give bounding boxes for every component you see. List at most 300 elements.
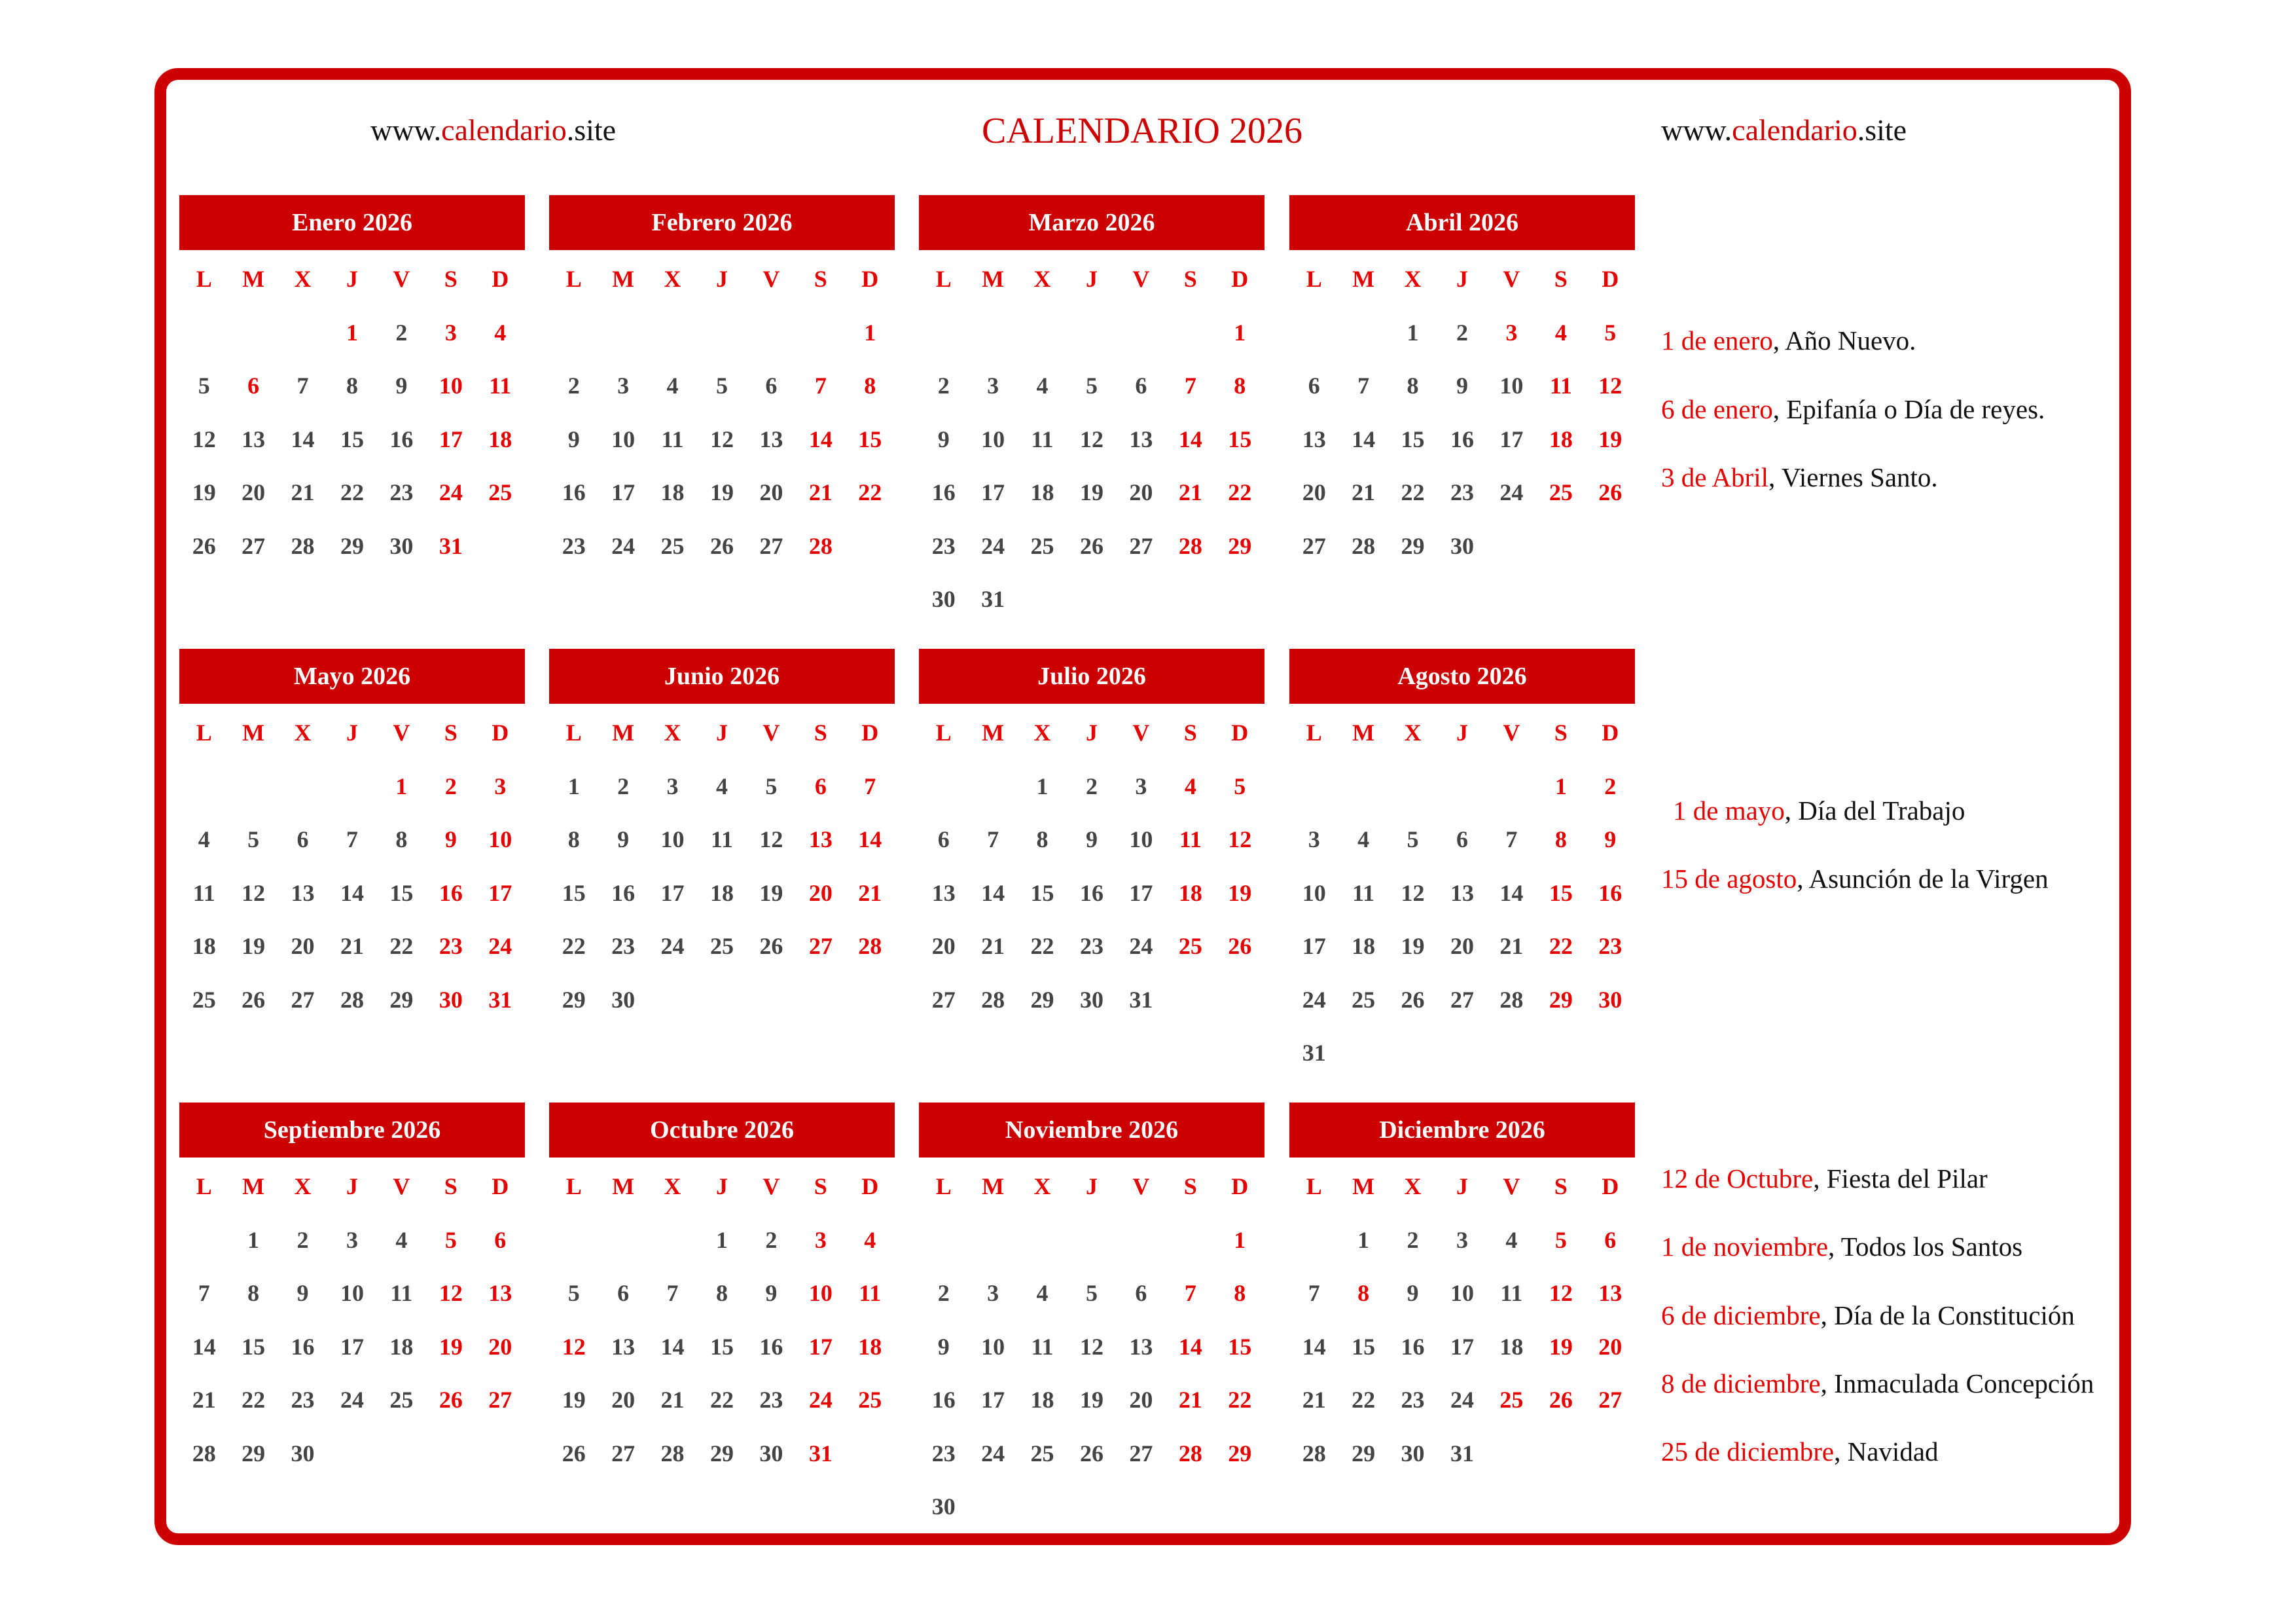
day-cell: 2 xyxy=(937,1280,950,1306)
day-cell: 5 xyxy=(567,1280,580,1306)
day-cell: 16 xyxy=(439,879,463,906)
day-cell: 2 xyxy=(937,373,950,399)
day-cell: 21 xyxy=(192,1387,216,1413)
day-cell: 27 xyxy=(291,986,315,1013)
day-cell: 28 xyxy=(858,933,882,959)
holiday-name: , Epifanía o Día de reyes. xyxy=(1772,394,2045,424)
weekday-header: S xyxy=(1554,266,1568,292)
empty-cell xyxy=(327,760,376,814)
day-cell: 27 xyxy=(931,986,956,1013)
day-cell: 25 xyxy=(1178,933,1202,959)
day-cell: 5 xyxy=(1604,319,1617,346)
day-cell: 31 xyxy=(808,1440,833,1467)
day-cell: 16 xyxy=(389,426,414,452)
day-cell: 7 xyxy=(864,773,876,799)
holiday-date: 8 de diciembre xyxy=(1661,1368,1821,1398)
day-cell: 22 xyxy=(562,933,586,959)
weekday-header: L xyxy=(196,266,212,292)
day-cell: 18 xyxy=(1030,479,1054,505)
day-cell: 21 xyxy=(340,933,364,959)
day-cell: 19 xyxy=(1401,933,1425,959)
day-cell: 27 xyxy=(242,532,266,559)
weekday-header: X xyxy=(664,266,681,292)
weekday-header: S xyxy=(814,266,827,292)
weekday-header: M xyxy=(242,1173,265,1199)
day-cell: 4 xyxy=(198,826,210,852)
empty-cell xyxy=(1338,306,1388,360)
day-cell: 26 xyxy=(1549,1387,1573,1413)
day-cell: 23 xyxy=(1450,479,1474,505)
empty-cell xyxy=(648,306,697,360)
day-cell: 30 xyxy=(1401,1440,1425,1467)
weekday-header: V xyxy=(393,266,410,292)
day-cell: 15 xyxy=(709,1333,734,1360)
month-header: Junio 2026 xyxy=(549,649,895,704)
day-cell: 22 xyxy=(1030,933,1054,959)
day-cell: 29 xyxy=(1030,986,1054,1013)
day-cell: 7 xyxy=(296,373,309,399)
day-cell: 18 xyxy=(192,933,216,959)
month-header: Julio 2026 xyxy=(919,649,1265,704)
day-cell: 3 xyxy=(1308,826,1320,852)
day-cell: 26 xyxy=(709,532,734,559)
day-cell: 27 xyxy=(1450,986,1474,1013)
day-cell: 25 xyxy=(1352,986,1376,1013)
day-cell: 20 xyxy=(808,879,833,906)
day-cell: 27 xyxy=(1598,1387,1623,1413)
month-grid xyxy=(549,1160,895,1480)
day-cell: 19 xyxy=(1228,879,1252,906)
day-cell: 17 xyxy=(340,1333,364,1360)
day-cell: 2 xyxy=(1407,1226,1419,1253)
day-cell: 11 xyxy=(1031,1333,1054,1360)
day-cell: 21 xyxy=(808,479,833,505)
day-cell: 21 xyxy=(1178,1387,1202,1413)
day-cell: 14 xyxy=(1178,426,1202,452)
weekday-header: X xyxy=(294,266,312,292)
day-cell: 24 xyxy=(340,1387,364,1413)
empty-cell xyxy=(1166,306,1215,360)
weekday-header: D xyxy=(492,266,509,292)
day-cell: 4 xyxy=(395,1226,408,1253)
day-cell: 29 xyxy=(709,1440,734,1467)
month-header: Enero 2026 xyxy=(179,195,525,250)
holiday-item xyxy=(1661,1368,2094,1399)
month-calendar xyxy=(179,195,525,573)
day-cell: 1 xyxy=(1407,319,1419,346)
weekday-header: V xyxy=(1132,720,1150,746)
day-cell: 9 xyxy=(1085,826,1098,852)
day-cell: 19 xyxy=(1079,1387,1103,1413)
day-cell: 16 xyxy=(759,1333,783,1360)
day-cell: 18 xyxy=(1499,1333,1524,1360)
day-cell: 30 xyxy=(291,1440,315,1467)
day-cell: 5 xyxy=(1085,373,1098,399)
day-cell: 14 xyxy=(858,826,882,852)
day-cell: 11 xyxy=(1179,826,1202,852)
day-cell: 9 xyxy=(937,426,950,452)
day-cell: 13 xyxy=(242,426,266,452)
day-cell: 15 xyxy=(1228,1333,1252,1360)
day-cell: 9 xyxy=(296,1280,309,1306)
weekday-header: L xyxy=(565,1173,582,1199)
month-grid xyxy=(549,253,895,573)
day-cell: 19 xyxy=(1079,479,1103,505)
day-cell: 17 xyxy=(488,879,512,906)
day-cell: 17 xyxy=(1129,879,1153,906)
day-cell: 6 xyxy=(1604,1226,1617,1253)
day-cell: 28 xyxy=(1302,1440,1326,1467)
day-cell: 27 xyxy=(1129,532,1153,559)
day-cell: 13 xyxy=(1598,1280,1623,1306)
day-cell: 27 xyxy=(1302,532,1326,559)
empty-cell xyxy=(1166,1214,1215,1267)
day-cell: 16 xyxy=(291,1333,315,1360)
weekday-header: M xyxy=(982,1173,1005,1199)
month-header: Agosto 2026 xyxy=(1289,649,1635,704)
month-calendar xyxy=(549,195,895,573)
day-cell: 17 xyxy=(1302,933,1326,959)
day-cell: 2 xyxy=(1604,773,1617,799)
day-cell: 24 xyxy=(981,1440,1005,1467)
day-cell: 17 xyxy=(660,879,685,906)
weekday-header: D xyxy=(1231,1173,1249,1199)
empty-cell xyxy=(278,760,327,814)
day-cell: 3 xyxy=(987,1280,999,1306)
empty-cell xyxy=(1338,760,1388,814)
day-cell: 28 xyxy=(192,1440,216,1467)
day-cell: 25 xyxy=(389,1387,414,1413)
day-cell: 6 xyxy=(296,826,309,852)
day-cell: 1 xyxy=(395,773,408,799)
holiday-item xyxy=(1661,462,1938,493)
day-cell: 5 xyxy=(1085,1280,1098,1306)
empty-cell xyxy=(919,760,968,814)
weekday-header: D xyxy=(861,1173,879,1199)
day-cell: 8 xyxy=(1357,1280,1370,1306)
day-cell: 18 xyxy=(1178,879,1202,906)
day-cell: 19 xyxy=(439,1333,463,1360)
holiday-item xyxy=(1661,393,2045,425)
day-cell: 22 xyxy=(858,479,882,505)
day-cell: 10 xyxy=(340,1280,364,1306)
weekday-header: M xyxy=(1352,266,1375,292)
month-header: Septiembre 2026 xyxy=(179,1103,525,1158)
weekday-header: S xyxy=(1183,1173,1197,1199)
month-calendar xyxy=(549,649,895,1027)
day-cell: 17 xyxy=(611,479,636,505)
day-cell: 5 xyxy=(765,773,778,799)
empty-cell xyxy=(919,306,968,360)
site-url-left: www.calendario.site xyxy=(370,113,617,147)
day-cell: 10 xyxy=(808,1280,833,1306)
day-cell: 25 xyxy=(192,986,216,1013)
day-cell: 6 xyxy=(1135,373,1147,399)
month-calendar xyxy=(179,649,525,1027)
month-calendar xyxy=(1289,195,1635,573)
day-cell: 29 xyxy=(1228,1440,1252,1467)
day-cell: 23 xyxy=(1401,1387,1425,1413)
weekday-header: J xyxy=(715,1173,728,1199)
empty-cell xyxy=(1117,306,1166,360)
holiday-date: 1 de noviembre xyxy=(1661,1231,1829,1262)
day-cell: 30 xyxy=(931,586,956,612)
weekday-header: D xyxy=(1602,266,1619,292)
weekday-header: D xyxy=(1231,266,1249,292)
day-cell: 27 xyxy=(611,1440,636,1467)
weekday-header: D xyxy=(492,720,509,746)
holiday-name: , Día del Trabajo xyxy=(1784,795,1965,826)
holiday-item xyxy=(1661,1163,1988,1194)
day-cell: 5 xyxy=(1407,826,1419,852)
day-cell: 4 xyxy=(494,319,507,346)
day-cell: 11 xyxy=(1031,426,1054,452)
day-cell: 1 xyxy=(1234,319,1246,346)
day-cell: 21 xyxy=(660,1387,685,1413)
weekday-header: L xyxy=(1306,720,1322,746)
weekday-header: J xyxy=(346,720,358,746)
weekday-header: D xyxy=(1602,1173,1619,1199)
day-cell: 7 xyxy=(1184,1280,1196,1306)
empty-cell xyxy=(598,306,647,360)
day-cell: 24 xyxy=(1499,479,1524,505)
empty-cell xyxy=(228,306,278,360)
empty-cell xyxy=(228,760,278,814)
day-cell: 7 xyxy=(1184,373,1196,399)
day-cell: 6 xyxy=(494,1226,507,1253)
weekday-header: J xyxy=(1085,720,1098,746)
empty-cell xyxy=(968,306,1017,360)
day-cell: 17 xyxy=(1450,1333,1474,1360)
day-cell: 31 xyxy=(1129,986,1153,1013)
empty-cell xyxy=(1289,306,1338,360)
day-cell: 13 xyxy=(1302,426,1326,452)
day-cell: 29 xyxy=(389,986,414,1013)
month-calendar xyxy=(919,1103,1265,1534)
weekday-header: M xyxy=(982,720,1005,746)
day-cell: 2 xyxy=(1085,773,1098,799)
day-cell: 3 xyxy=(346,1226,358,1253)
day-cell: 12 xyxy=(562,1333,586,1360)
day-cell: 18 xyxy=(1352,933,1376,959)
month-grid xyxy=(179,253,525,573)
day-cell: 23 xyxy=(291,1387,315,1413)
day-cell: 16 xyxy=(562,479,586,505)
holiday-name: , Viernes Santo. xyxy=(1768,462,1938,492)
holiday-item xyxy=(1661,325,1916,356)
day-cell: 10 xyxy=(981,1333,1005,1360)
day-cell: 1 xyxy=(567,773,580,799)
month-calendar xyxy=(919,649,1265,1027)
day-cell: 2 xyxy=(395,319,408,346)
day-cell: 8 xyxy=(395,826,408,852)
month-grid xyxy=(1289,253,1635,573)
weekday-header: J xyxy=(346,1173,358,1199)
day-cell: 29 xyxy=(1352,1440,1376,1467)
day-cell: 5 xyxy=(1554,1226,1567,1253)
weekday-header: M xyxy=(242,266,265,292)
weekday-header: M xyxy=(1352,720,1375,746)
day-cell: 17 xyxy=(981,479,1005,505)
day-cell: 12 xyxy=(1598,373,1623,399)
day-cell: 18 xyxy=(488,426,512,452)
day-cell: 4 xyxy=(1505,1226,1518,1253)
day-cell: 9 xyxy=(1604,826,1617,852)
day-cell: 28 xyxy=(808,532,833,559)
day-cell: 9 xyxy=(765,1280,778,1306)
day-cell: 27 xyxy=(488,1387,512,1413)
month-grid xyxy=(919,253,1265,627)
weekday-header: S xyxy=(1183,720,1197,746)
day-cell: 23 xyxy=(1079,933,1103,959)
weekday-header: D xyxy=(1231,720,1249,746)
day-cell: 23 xyxy=(611,933,636,959)
day-cell: 18 xyxy=(1549,426,1573,452)
day-cell: 15 xyxy=(1352,1333,1376,1360)
weekday-header: J xyxy=(1085,1173,1098,1199)
day-cell: 23 xyxy=(1598,933,1623,959)
empty-cell xyxy=(549,1214,598,1267)
holiday-date: 6 de diciembre xyxy=(1661,1300,1821,1330)
weekday-header: L xyxy=(196,720,212,746)
day-cell: 11 xyxy=(1549,373,1572,399)
empty-cell xyxy=(919,1214,968,1267)
holiday-date: 12 de Octubre xyxy=(1661,1163,1814,1194)
day-cell: 14 xyxy=(1499,879,1524,906)
day-cell: 6 xyxy=(765,373,778,399)
day-cell: 16 xyxy=(1079,879,1103,906)
weekday-header: D xyxy=(1602,720,1619,746)
day-cell: 29 xyxy=(340,532,364,559)
day-cell: 18 xyxy=(389,1333,414,1360)
day-cell: 13 xyxy=(611,1333,636,1360)
day-cell: 19 xyxy=(1549,1333,1573,1360)
day-cell: 28 xyxy=(660,1440,685,1467)
month-calendar xyxy=(549,1103,895,1480)
day-cell: 30 xyxy=(1598,986,1623,1013)
day-cell: 15 xyxy=(1228,426,1252,452)
weekday-header: M xyxy=(1352,1173,1375,1199)
day-cell: 4 xyxy=(1357,826,1370,852)
day-cell: 3 xyxy=(814,1226,827,1253)
weekday-header: M xyxy=(612,266,635,292)
day-cell: 8 xyxy=(346,373,358,399)
weekday-header: S xyxy=(814,1173,827,1199)
weekday-header: J xyxy=(1456,720,1468,746)
day-cell: 20 xyxy=(1598,1333,1623,1360)
weekday-header: S xyxy=(444,1173,457,1199)
day-cell: 2 xyxy=(1456,319,1468,346)
weekday-header: X xyxy=(1404,1173,1422,1199)
day-cell: 14 xyxy=(660,1333,685,1360)
day-cell: 10 xyxy=(1450,1280,1474,1306)
day-cell: 19 xyxy=(759,879,783,906)
month-grid xyxy=(179,1160,525,1480)
day-cell: 17 xyxy=(1499,426,1524,452)
day-cell: 14 xyxy=(1178,1333,1202,1360)
day-cell: 1 xyxy=(1357,1226,1370,1253)
day-cell: 30 xyxy=(611,986,636,1013)
day-cell: 30 xyxy=(931,1493,956,1520)
day-cell: 21 xyxy=(1499,933,1524,959)
day-cell: 27 xyxy=(808,933,833,959)
empty-cell xyxy=(1067,306,1116,360)
holiday-date: 15 de agosto xyxy=(1661,864,1797,894)
weekday-header: D xyxy=(861,266,879,292)
weekday-header: S xyxy=(444,266,457,292)
day-cell: 12 xyxy=(1549,1280,1573,1306)
day-cell: 8 xyxy=(1036,826,1049,852)
day-cell: 27 xyxy=(759,532,783,559)
empty-cell xyxy=(1388,760,1437,814)
day-cell: 8 xyxy=(1234,1280,1246,1306)
day-cell: 16 xyxy=(931,479,956,505)
empty-cell xyxy=(1018,306,1067,360)
day-cell: 8 xyxy=(864,373,876,399)
weekday-header: X xyxy=(1033,266,1051,292)
day-cell: 16 xyxy=(931,1387,956,1413)
day-cell: 11 xyxy=(710,826,733,852)
weekday-header: V xyxy=(393,720,410,746)
month-grid xyxy=(1289,1160,1635,1480)
day-cell: 10 xyxy=(488,826,512,852)
holiday-item xyxy=(1661,1436,1939,1467)
month-calendar xyxy=(919,195,1265,627)
day-cell: 2 xyxy=(444,773,457,799)
day-cell: 12 xyxy=(192,426,216,452)
day-cell: 23 xyxy=(439,933,463,959)
day-cell: 20 xyxy=(611,1387,636,1413)
day-cell: 31 xyxy=(488,986,512,1013)
day-cell: 28 xyxy=(1352,532,1376,559)
holiday-name: , Inmaculada Concepción xyxy=(1820,1368,2094,1398)
day-cell: 26 xyxy=(192,532,216,559)
day-cell: 28 xyxy=(1178,532,1202,559)
weekday-header: V xyxy=(1503,266,1520,292)
day-cell: 10 xyxy=(981,426,1005,452)
day-cell: 1 xyxy=(1234,1226,1246,1253)
day-cell: 17 xyxy=(439,426,463,452)
weekday-header: X xyxy=(1033,720,1051,746)
day-cell: 22 xyxy=(1228,479,1252,505)
day-cell: 23 xyxy=(931,1440,956,1467)
day-cell: 29 xyxy=(562,986,586,1013)
day-cell: 4 xyxy=(666,373,679,399)
day-cell: 14 xyxy=(808,426,833,452)
empty-cell xyxy=(549,306,598,360)
day-cell: 6 xyxy=(1456,826,1468,852)
day-cell: 20 xyxy=(242,479,266,505)
day-cell: 10 xyxy=(1302,879,1326,906)
day-cell: 26 xyxy=(1079,1440,1103,1467)
day-cell: 22 xyxy=(1401,479,1425,505)
weekday-header: V xyxy=(762,1173,780,1199)
day-cell: 20 xyxy=(1129,479,1153,505)
weekday-header: J xyxy=(715,266,728,292)
day-cell: 9 xyxy=(1407,1280,1419,1306)
day-cell: 31 xyxy=(1302,1040,1326,1066)
day-cell: 28 xyxy=(291,532,315,559)
day-cell: 20 xyxy=(759,479,783,505)
weekday-header: X xyxy=(1404,266,1422,292)
day-cell: 13 xyxy=(488,1280,512,1306)
day-cell: 1 xyxy=(247,1226,260,1253)
day-cell: 31 xyxy=(1450,1440,1474,1467)
weekday-header: L xyxy=(1306,266,1322,292)
day-cell: 15 xyxy=(242,1333,266,1360)
day-cell: 14 xyxy=(192,1333,216,1360)
day-cell: 19 xyxy=(242,933,266,959)
